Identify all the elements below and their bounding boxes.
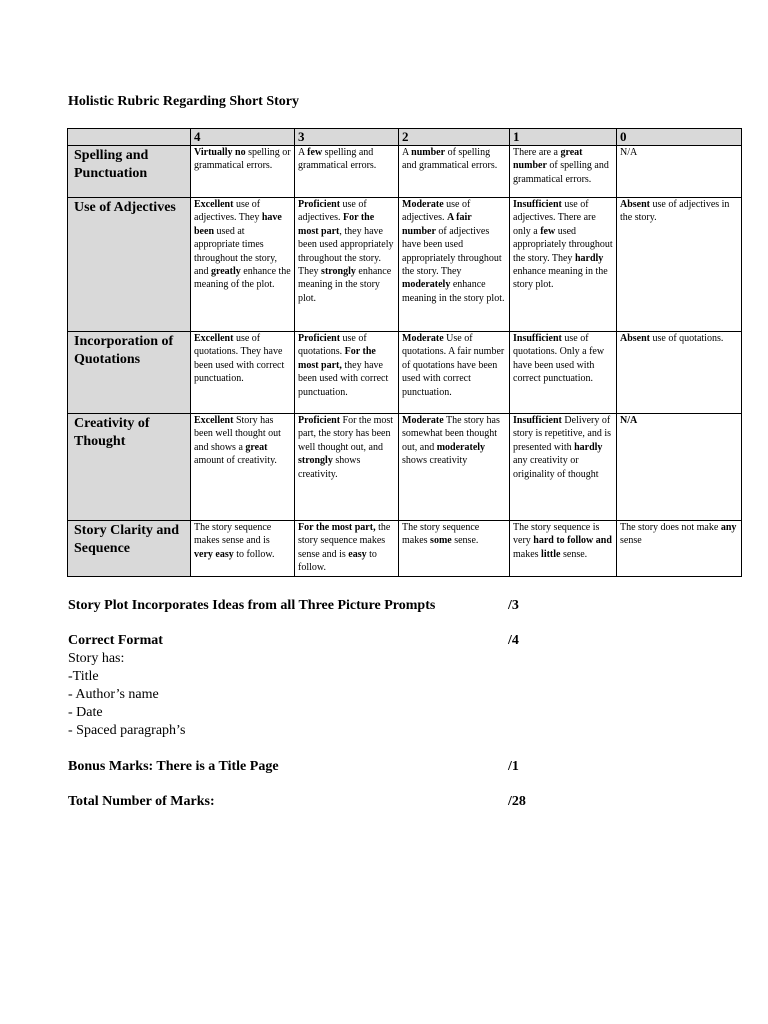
rubric-cell bbox=[510, 521, 617, 577]
cell-text: they have been used with correct punctuation. bbox=[298, 359, 389, 398]
cell-text: moderately bbox=[436, 441, 486, 453]
rubric-cell bbox=[399, 146, 510, 198]
cell-text: Proficient bbox=[298, 199, 341, 210]
rubric-cell bbox=[510, 146, 617, 198]
rubric-cell bbox=[295, 332, 399, 414]
cell-text: to follow. bbox=[298, 548, 377, 574]
cell-text: the story sequence makes sense and is bbox=[298, 522, 391, 560]
cell-text: Absent bbox=[620, 199, 651, 210]
cell-text: any bbox=[720, 522, 737, 533]
cell-text: Use of quotations. A fair number of quotations have been used with correct punctuation. bbox=[402, 333, 505, 398]
rubric-cell bbox=[617, 414, 742, 521]
rubric-row bbox=[68, 521, 742, 577]
cell-text: use of adjectives. They bbox=[194, 199, 262, 224]
rubric-cell bbox=[191, 521, 295, 577]
score-header-4: 4 bbox=[191, 129, 295, 146]
cell-text: few bbox=[307, 147, 323, 158]
rubric-cell bbox=[617, 146, 742, 198]
cell-text: enhance the meaning of the plot. bbox=[194, 266, 291, 291]
rubric-row bbox=[68, 332, 742, 414]
rubric-row bbox=[68, 198, 742, 332]
rubric-cell bbox=[295, 198, 399, 332]
cell-text: The story sequence makes bbox=[402, 522, 480, 547]
cell-text: use of adjectives. bbox=[402, 199, 471, 224]
rubric-row bbox=[68, 146, 742, 198]
total-score: /28 bbox=[508, 794, 526, 809]
cell-text: The story sequence makes sense and is bbox=[194, 522, 272, 547]
bonus-label: Bonus Marks: There is a Title Page bbox=[68, 759, 279, 774]
cell-text: hardly bbox=[574, 441, 603, 453]
cell-text: enhance meaning in the story plot. bbox=[513, 266, 608, 291]
cell-text: spelling and grammatical errors. bbox=[298, 147, 377, 172]
criterion-label: Story Clarity and Sequence bbox=[68, 521, 191, 577]
rubric-cell bbox=[191, 198, 295, 332]
score-header-0: 0 bbox=[617, 129, 742, 146]
format-score: /4 bbox=[508, 633, 519, 648]
total-label: Total Number of Marks: bbox=[68, 794, 215, 809]
score-header-3: 3 bbox=[295, 129, 399, 146]
cell-text: makes bbox=[513, 548, 542, 560]
cell-text: very easy bbox=[194, 548, 234, 560]
cell-text: For the most part, bbox=[298, 346, 376, 371]
rubric-cell bbox=[510, 414, 617, 521]
cell-text: Excellent bbox=[194, 333, 234, 344]
score-header-1: 1 bbox=[510, 129, 617, 146]
rubric-cell bbox=[295, 414, 399, 521]
cell-text: hardly bbox=[574, 252, 604, 264]
cell-text: great number bbox=[513, 147, 583, 172]
cell-text: spelling or grammatical errors. bbox=[194, 147, 291, 172]
rubric-cell bbox=[191, 414, 295, 521]
cell-text: of spelling and grammatical errors. bbox=[402, 147, 498, 172]
cell-text: use of quotations. bbox=[650, 333, 724, 344]
cell-text: strongly bbox=[321, 266, 356, 278]
format-line: -Title bbox=[68, 669, 99, 684]
cell-text: A bbox=[298, 147, 308, 158]
rubric-row bbox=[68, 414, 742, 521]
criterion-label: Incorporation of Quotations bbox=[68, 332, 191, 414]
plot-label: Story Plot Incorporates Ideas from all Three Picture Prompts bbox=[68, 598, 436, 613]
cell-text: shows creativity. bbox=[298, 455, 361, 480]
cell-text: Insufficient bbox=[513, 415, 562, 426]
cell-text: , they have been used appropriately throughout the story. They bbox=[298, 225, 394, 278]
cell-text: number bbox=[411, 147, 446, 158]
criterion-label: Use of Adjectives bbox=[68, 198, 191, 332]
format-line: - Author’s name bbox=[68, 687, 159, 702]
format-line: - Date bbox=[68, 705, 103, 720]
cell-text: For the most part, bbox=[298, 522, 376, 533]
rubric-table bbox=[67, 128, 742, 577]
page-title: Holistic Rubric Regarding Short Story bbox=[68, 94, 299, 109]
cell-text: hard to follow and bbox=[533, 535, 612, 547]
cell-text: amount of creativity. bbox=[194, 455, 277, 467]
cell-text: sense bbox=[620, 535, 642, 547]
rubric-cell bbox=[191, 146, 295, 198]
rubric-cell bbox=[295, 146, 399, 198]
cell-text: Delivery of story is repetitive, and is presented with bbox=[513, 415, 612, 453]
format-line: - Spaced paragraph’s bbox=[68, 723, 186, 738]
cell-text: Absent bbox=[620, 333, 651, 344]
cell-text: Proficient bbox=[298, 415, 341, 426]
cell-text: enhance meaning in the story plot. bbox=[298, 266, 392, 304]
cell-text: enhance meaning in the story plot. bbox=[402, 279, 505, 304]
cell-text: Moderate bbox=[402, 415, 444, 426]
format-label: Correct Format bbox=[68, 633, 163, 648]
rubric-cell bbox=[510, 198, 617, 332]
bonus-criterion bbox=[68, 759, 279, 775]
cell-text: A bbox=[402, 147, 412, 158]
cell-text: use of adjectives. bbox=[298, 199, 367, 224]
cell-text: There are a bbox=[513, 147, 561, 158]
cell-text: use of quotations. They have been used with correct punctuation. bbox=[194, 333, 285, 385]
cell-text: use of quotations. Only a few have been used with correct punctuation. bbox=[513, 333, 605, 385]
cell-text: sense. bbox=[560, 548, 588, 560]
cell-text: strongly bbox=[298, 455, 333, 467]
cell-text: use of adjectives. There are only a bbox=[513, 199, 596, 237]
cell-text: use of adjectives in the story. bbox=[620, 199, 730, 224]
cell-text: of spelling and grammatical errors. bbox=[513, 160, 609, 185]
cell-text: some bbox=[430, 535, 452, 547]
cell-text: few bbox=[540, 225, 556, 237]
cell-text: Insufficient bbox=[513, 333, 562, 344]
cell-text: great bbox=[245, 441, 268, 453]
cell-text: Story has been well thought out and shows a bbox=[194, 415, 281, 453]
cell-text: little bbox=[541, 548, 561, 560]
rubric-cell bbox=[399, 414, 510, 521]
cell-text: Insufficient bbox=[513, 199, 562, 210]
rubric-cell bbox=[399, 521, 510, 577]
total-criterion bbox=[68, 794, 215, 810]
score-header-row bbox=[68, 129, 742, 146]
cell-text: A fair number bbox=[402, 212, 472, 237]
criterion-label: Spelling and Punctuation bbox=[68, 146, 191, 198]
cell-text: Moderate bbox=[402, 199, 444, 210]
cell-text: Proficient bbox=[298, 333, 341, 344]
cell-text: greatly bbox=[210, 266, 241, 278]
cell-text: Moderate bbox=[402, 333, 444, 344]
cell-text: Excellent bbox=[194, 415, 234, 426]
format-criterion bbox=[68, 633, 163, 649]
cell-text: of adjectives have been used appropriately throughout the story. They bbox=[402, 225, 502, 278]
cell-text: Virtually no bbox=[194, 147, 246, 158]
cell-text: N/A bbox=[620, 147, 638, 158]
cell-text: The story sequence is very bbox=[513, 522, 600, 547]
cell-text: moderately bbox=[402, 279, 451, 291]
plot-criterion bbox=[68, 598, 435, 614]
cell-text: The story has somewhat been thought out, and bbox=[402, 415, 500, 453]
cell-text: to follow. bbox=[233, 548, 275, 560]
cell-text: sense. bbox=[451, 535, 479, 547]
criterion-label: Creativity of Thought bbox=[68, 414, 191, 521]
cell-text: Excellent bbox=[194, 199, 234, 210]
rubric-cell bbox=[510, 332, 617, 414]
rubric-cell bbox=[617, 521, 742, 577]
cell-text: For the most part, the story has been well thought out, and bbox=[298, 415, 394, 453]
cell-text: used at appropriate times throughout the story, and bbox=[194, 225, 277, 278]
rubric-cell bbox=[191, 332, 295, 414]
rubric-cell bbox=[399, 332, 510, 414]
cell-text: For the most part bbox=[298, 212, 375, 237]
rubric-cell bbox=[399, 198, 510, 332]
header-corner bbox=[68, 129, 191, 146]
cell-text: N/A bbox=[620, 415, 638, 426]
rubric-cell bbox=[295, 521, 399, 577]
cell-text: use of quotations. bbox=[298, 333, 367, 358]
cell-text: shows creativity bbox=[402, 455, 468, 467]
plot-score: /3 bbox=[508, 598, 519, 613]
rubric-cell bbox=[617, 332, 742, 414]
cell-text: used appropriately throughout the story. They bbox=[513, 225, 613, 264]
format-line: Story has: bbox=[68, 651, 125, 666]
rubric-cell bbox=[617, 198, 742, 332]
cell-text: have been bbox=[194, 212, 282, 237]
cell-text: The story does not make bbox=[620, 522, 721, 533]
bonus-score: /1 bbox=[508, 759, 519, 774]
cell-text: easy bbox=[348, 548, 367, 560]
score-header-2: 2 bbox=[399, 129, 510, 146]
cell-text: any creativity or originality of thought bbox=[513, 455, 599, 480]
